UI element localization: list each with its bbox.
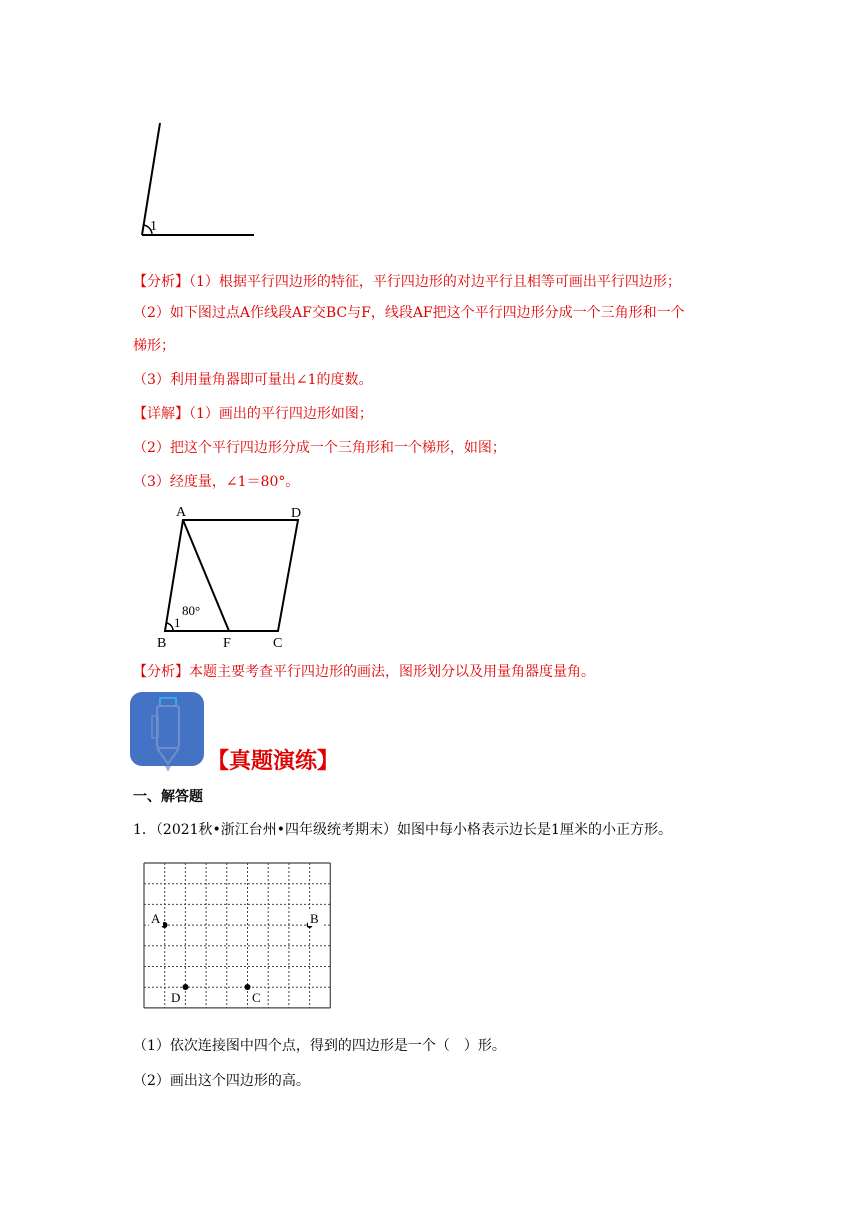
- label-a: A: [176, 505, 187, 520]
- label-grid-c: C: [252, 990, 261, 1005]
- detail-line-3: （3）经度量，∠1＝80°。: [133, 474, 300, 490]
- label-grid-a: A: [151, 911, 161, 926]
- label-f: F: [223, 636, 231, 651]
- pen-icon: [130, 692, 204, 774]
- subsection-title: 一、解答题: [133, 789, 203, 805]
- question-1-part-2: （2）画出这个四边形的高。: [133, 1073, 310, 1089]
- angle-b-arc: [167, 623, 173, 631]
- label-c: C: [273, 636, 283, 651]
- analysis-line-4: （3）利用量角器即可量出∠1的度数。: [133, 372, 373, 388]
- section-title: 【真题演练】: [207, 748, 340, 774]
- analysis-line-3: 梯形；: [133, 338, 175, 354]
- analysis-line-2: （2）如下图过点A作线段AF交BC与F，线段AF把这个平行四边形分成一个三角形和一个: [133, 305, 685, 321]
- angle-figure: [130, 115, 270, 245]
- grid-figure: [140, 858, 340, 1013]
- grid-lines: [144, 863, 330, 1008]
- point-d: [183, 984, 189, 990]
- label-angle-80: 80°: [182, 603, 201, 618]
- question-1-part-1: （1）依次连接图中四个点，得到的四边形是一个（ ）形。: [133, 1038, 506, 1054]
- section-icon: [130, 692, 204, 766]
- detail-line-2: （2）把这个平行四边形分成一个三角形和一个梯形，如图；: [133, 440, 506, 456]
- summary-line: 【分析】本题主要考查平行四边形的画法，图形划分以及用量角器度量角。: [133, 664, 595, 680]
- label-b: B: [157, 636, 167, 651]
- angle-label: 1: [150, 219, 157, 234]
- label-grid-b: B: [310, 911, 319, 926]
- point-c: [245, 984, 251, 990]
- label-grid-d: D: [171, 990, 181, 1005]
- parallelogram-figure: [145, 500, 325, 655]
- analysis-line-1: 【分析】（1）根据平行四边形的特征，平行四边形的对边平行且相等可画出平行四边形；: [133, 274, 681, 290]
- detail-line-1: 【详解】（1）画出的平行四边形如图；: [133, 406, 373, 422]
- label-d: D: [291, 506, 302, 521]
- question-1-stem: 1．（2021秋•浙江台州•四年级统考期末）如图中每小格表示边长是1厘米的小正方形。: [133, 822, 672, 838]
- label-angle-1: 1: [174, 615, 181, 630]
